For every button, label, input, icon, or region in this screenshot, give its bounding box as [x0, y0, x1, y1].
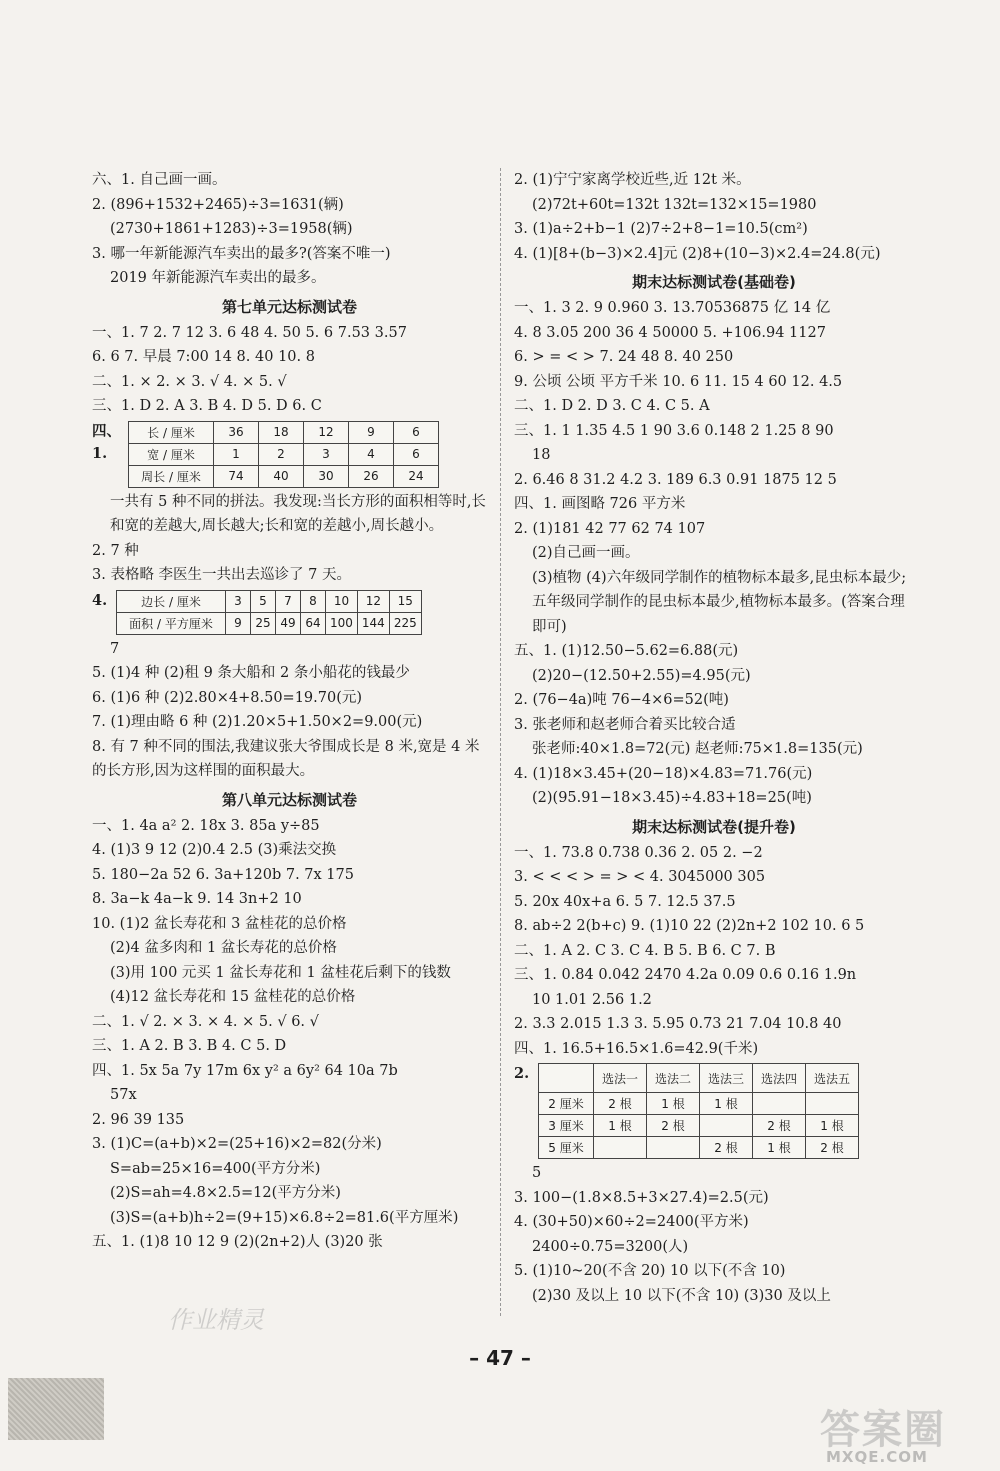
table-cell: 49 — [276, 612, 301, 634]
left-column — [92, 168, 487, 1255]
table-cell: 12 — [357, 590, 389, 612]
answer-line: 5. 20x 40x+a 6. 5 7. 12.5 37.5 — [514, 893, 736, 910]
table-cell: 长 / 厘米 — [129, 421, 214, 443]
answer-line: 六、1. 自己画一画。 — [92, 172, 227, 188]
table-row — [129, 421, 439, 443]
table-cell: 周长 / 厘米 — [129, 465, 214, 487]
faint-watermark: 作业精灵 — [168, 1306, 264, 1334]
answer-line: 张老师:40×1.8=72(元) 赵老师:75×1.8=135(元) — [532, 741, 863, 757]
table-cell: 9 — [226, 612, 251, 634]
table-cell: 64 — [301, 612, 326, 634]
answer-line: 三、1. 1 1.35 4.5 1 90 3.6 0.148 2 1.25 8 90 — [514, 422, 834, 439]
answer-line: 3. 100−(1.8×8.5+3×27.4)=2.5(元) — [514, 1189, 769, 1206]
answer-line: 2. (1)宁宁家离学校近些,近 12t 米。 — [514, 172, 751, 188]
answer-line: 2019 年新能源汽车卖出的最多。 — [110, 270, 326, 286]
answer-line: (3)用 100 元买 1 盆长寿花和 1 盆桂花后剩下的钱数 — [110, 964, 451, 981]
answer-line: (2)20−(12.50+2.55)=4.95(元) — [532, 667, 751, 684]
answer-line: 2. (896+1532+2465)÷3=1631(辆) — [92, 196, 344, 213]
answer-line: 二、1. × 2. × 3. √ 4. × 5. √ — [92, 373, 287, 390]
unit7-heading: 第七单元达标测试卷 — [221, 297, 357, 316]
answer-line: 5. 180−2a 52 6. 3a+120b 7. 7x 175 — [92, 866, 354, 883]
table-cell: 3 — [226, 590, 251, 612]
table-cell: 4 — [349, 443, 394, 465]
answer-line: 四、1. 画图略 726 平方米 — [514, 496, 686, 512]
stick-table-block — [514, 1063, 914, 1159]
answer-line: 4. (1)18×3.45+(20−18)×4.83=71.76(元) — [514, 765, 813, 782]
answer-line: 2400÷0.75=3200(人) — [532, 1238, 689, 1255]
answer-paragraph: (3)植物 (4)六年级同学制作的植物标本最多,昆虫标本最少;五年级同学制作的昆虫标本最少,植物标本最多。(答案合理即可) — [532, 569, 907, 635]
table-cell: 5 厘米 — [539, 1137, 594, 1159]
answer-line: (2730+1861+1283)÷3=1958(辆) — [110, 221, 353, 237]
answer-line: 18 — [532, 447, 551, 463]
answer-line: 3. (1)C=(a+b)×2=(25+16)×2=82(分米) — [92, 1136, 382, 1152]
table-cell — [806, 1093, 859, 1115]
table-cell: 24 — [394, 465, 439, 487]
table-label: 2. — [514, 1065, 530, 1082]
answer-line: 5. (1)4 种 (2)租 9 条大船和 2 条小船花的钱最少 — [92, 665, 410, 681]
table-row — [117, 612, 422, 634]
table-cell: 15 — [389, 590, 421, 612]
table-cell: 2 根 — [594, 1093, 647, 1115]
answer-line: 8. 3a−k 4a−k 9. 14 3n+2 10 — [92, 891, 302, 907]
answer-line: 二、1. √ 2. × 3. × 4. × 5. √ 6. √ — [92, 1013, 319, 1030]
answer-line: (2)S=ah=4.8×2.5=12(平方分米) — [110, 1185, 341, 1201]
answer-line: (2)(95.91−18×3.45)÷4.83+18=25(吨) — [532, 790, 812, 806]
table-cell: 2 — [259, 443, 304, 465]
final-basic-heading: 期末达标测试卷(基础卷) — [632, 273, 796, 291]
answer-line: 四、1. 16.5+16.5×1.6=42.9(千米) — [514, 1040, 759, 1057]
table-cell: 100 — [326, 612, 358, 634]
table-cell: 18 — [259, 421, 304, 443]
answer-line: 五、1. (1)12.50−5.62=6.88(元) — [514, 643, 739, 659]
answer-line: 5 — [532, 1165, 542, 1181]
answer-line: (2)72t+60t=132t 132t=132×15=1980 — [532, 196, 817, 213]
table-label: 四、1. — [92, 422, 121, 462]
table-cell: 2 厘米 — [539, 1093, 594, 1115]
answer-line: 一、1. 7 2. 7 12 3. 6 48 4. 50 5. 6 7.53 3.57 — [92, 324, 407, 341]
table-cell — [539, 1064, 594, 1093]
answer-line: (2)30 及以上 10 以下(不含 10) (3)30 及以上 — [532, 1287, 831, 1304]
table-cell: 1 根 — [647, 1093, 700, 1115]
page-number: – 47 – — [469, 1346, 531, 1370]
table-row — [539, 1093, 859, 1115]
column-divider — [500, 168, 501, 1316]
answer-line: 6. 6 7. 早晨 7:00 14 8. 40 10. 8 — [92, 349, 315, 365]
scan-stamp-texture — [8, 1378, 104, 1440]
answer-line: 三、1. 0.84 0.042 2470 4.2a 0.09 0.6 0.16 1.9n — [514, 967, 857, 983]
table-row — [539, 1115, 859, 1137]
table-cell: 选法一 — [594, 1064, 647, 1093]
answer-line: 3. (1)a÷2+b−1 (2)7÷2+8−1=10.5(cm²) — [514, 221, 808, 237]
answer-line: 7. (1)理由略 6 种 (2)1.20×5+1.50×2=9.00(元) — [92, 714, 423, 730]
table-cell: 6 — [394, 421, 439, 443]
table-cell: 1 根 — [594, 1115, 647, 1137]
answer-line: 2. (1)181 42 77 62 74 107 — [514, 520, 706, 537]
table-cell: 36 — [214, 421, 259, 443]
table-cell: 6 — [394, 443, 439, 465]
answer-line: 3. 张老师和赵老师合着买比较合适 — [514, 716, 736, 733]
answer-line: 二、1. A 2. C 3. C 4. B 5. B 6. C 7. B — [514, 942, 776, 959]
answer-line: 4. (30+50)×60÷2=2400(平方米) — [514, 1214, 749, 1230]
table-cell: 9 — [349, 421, 394, 443]
table-row — [539, 1064, 859, 1093]
answer-line: S=ab=25×16=400(平方分米) — [110, 1160, 321, 1177]
table-cell: 2 根 — [647, 1115, 700, 1137]
table-cell: 面积 / 平方厘米 — [117, 612, 226, 634]
answer-line: 10. (1)2 盆长寿花和 3 盆桂花的总价格 — [92, 915, 347, 932]
table-row — [129, 443, 439, 465]
answer-line: 一、1. 73.8 0.738 0.36 2. 05 2. −2 — [514, 844, 763, 861]
answer-line: 6. (1)6 种 (2)2.80×4+8.50=19.70(元) — [92, 689, 363, 706]
table-cell: 5 — [251, 590, 276, 612]
answer-line: 3. < < < > = > < 4. 3045000 305 — [514, 869, 766, 885]
unit7-table1-block — [92, 421, 487, 488]
answer-line: 4. (1)3 9 12 (2)0.4 2.5 (3)乘法交换 — [92, 842, 337, 858]
answer-line: 4. (1)[8+(b−3)×2.4]元 (2)8+(10−3)×2.4=24.8(元) — [514, 245, 881, 262]
answer-line: 10 1.01 2.56 1.2 — [532, 991, 652, 1008]
table-cell: 2 根 — [806, 1137, 859, 1159]
table-cell: 1 根 — [806, 1115, 859, 1137]
answer-line: 3. 表格略 李医生一共出去巡诊了 7 天。 — [92, 567, 351, 583]
square-table — [116, 590, 422, 635]
stick-choice-table — [538, 1063, 859, 1159]
answer-line: (2)4 盆多肉和 1 盆长寿花的总价格 — [110, 940, 337, 956]
answer-line: 4. 8 3.05 200 36 4 50000 5. +106.94 1127 — [514, 324, 826, 341]
table-label: 4. — [92, 591, 108, 609]
table-cell: 1 — [214, 443, 259, 465]
table-row — [539, 1137, 859, 1159]
table-row — [117, 590, 422, 612]
answer-line: 三、1. A 2. B 3. B 4. C 5. D — [92, 1038, 287, 1054]
answer-line: 57x — [110, 1087, 137, 1103]
answer-line: (2)自己画一画。 — [532, 545, 640, 561]
final-advanced-heading: 期末达标测试卷(提升卷) — [632, 817, 796, 836]
table-cell: 3 — [304, 443, 349, 465]
table-cell: 1 根 — [753, 1137, 806, 1159]
table-cell: 225 — [389, 612, 421, 634]
table-cell: 10 — [326, 590, 358, 612]
watermark-logo: 答案圈 — [820, 1407, 946, 1453]
table-cell — [700, 1115, 753, 1137]
answer-line: 7 — [110, 640, 120, 657]
watermark-url: MXQE.COM — [826, 1448, 928, 1466]
table-cell: 40 — [259, 465, 304, 487]
answer-line: 8. ab÷2 2(b+c) 9. (1)10 22 (2)2n+2 102 10. 6 5 — [514, 918, 865, 934]
table-cell — [753, 1093, 806, 1115]
table-cell: 选法二 — [647, 1064, 700, 1093]
table-cell: 2 根 — [753, 1115, 806, 1137]
answer-line: 2. 6.46 8 31.2 4.2 3. 189 6.3 0.91 1875 12 5 — [514, 471, 837, 488]
table-cell: 选法五 — [806, 1064, 859, 1093]
table-cell — [594, 1137, 647, 1159]
answer-line: 6. > = < > 7. 24 48 8. 40 250 — [514, 349, 734, 365]
table-cell: 选法四 — [753, 1064, 806, 1093]
table-cell: 宽 / 厘米 — [129, 443, 214, 465]
table-cell: 2 根 — [700, 1137, 753, 1159]
rectangle-table — [128, 421, 439, 488]
table-cell: 30 — [304, 465, 349, 487]
answer-line: 五、1. (1)8 10 12 9 (2)(2n+2)人 (3)20 张 — [92, 1234, 383, 1250]
answer-line: 5. (1)10~20(不含 20) 10 以下(不含 10) — [514, 1263, 786, 1279]
answer-line: 2. 96 39 135 — [92, 1111, 185, 1128]
answer-line: (4)12 盆长寿花和 15 盆桂花的总价格 — [110, 989, 356, 1005]
table-cell: 3 厘米 — [539, 1115, 594, 1137]
table-cell: 26 — [349, 465, 394, 487]
answer-line: 二、1. D 2. D 3. C 4. C 5. A — [514, 398, 710, 414]
answer-line: 3. 哪一年新能源汽车卖出的最多?(答案不唯一) — [92, 245, 391, 262]
right-column — [514, 168, 914, 1308]
answer-paragraph: 一共有 5 种不同的拼法。我发现:当长方形的面积相等时,长和宽的差越大,周长越大;长和宽的差越小,周长越小。 — [110, 493, 486, 534]
table-cell: 边长 / 厘米 — [117, 590, 226, 612]
answer-line: 2. (76−4a)吨 76−4×6=52(吨) — [514, 692, 729, 708]
table-cell: 选法三 — [700, 1064, 753, 1093]
answer-line: (3)S=(a+b)h÷2=(9+15)×6.8÷2=81.6(平方厘米) — [110, 1209, 459, 1226]
table-cell: 8 — [301, 590, 326, 612]
table-cell: 74 — [214, 465, 259, 487]
answer-line: 三、1. D 2. A 3. B 4. D 5. D 6. C — [92, 398, 322, 414]
answer-line: 一、1. 4a a² 2. 18x 3. 85a y÷85 — [92, 817, 320, 834]
answer-line: 9. 公顷 公顷 平方千米 10. 6 11. 15 4 60 12. 4.5 — [514, 373, 843, 390]
table-row — [129, 465, 439, 487]
table-cell: 1 根 — [700, 1093, 753, 1115]
unit7-table2-block — [92, 590, 487, 635]
answer-line: 2. 3.3 2.015 1.3 3. 5.95 0.73 21 7.04 10.8 40 — [514, 1016, 842, 1032]
table-cell: 12 — [304, 421, 349, 443]
answer-line: 四、1. 5x 5a 7y 17m 6x y² a 6y² 64 10a 7b — [92, 1062, 398, 1079]
table-cell — [647, 1137, 700, 1159]
answer-paragraph: 8. 有 7 种不同的围法,我建议张大爷围成长是 8 米,宽是 4 米的长方形,因为这样围的面积最大。 — [92, 738, 480, 779]
unit8-heading: 第八单元达标测试卷 — [221, 790, 357, 809]
answer-line: 2. 7 种 — [92, 542, 139, 559]
answer-line: 一、1. 3 2. 9 0.960 3. 13.70536875 亿 14 亿 — [514, 300, 831, 316]
table-cell: 144 — [357, 612, 389, 634]
table-cell: 7 — [276, 590, 301, 612]
table-cell: 25 — [251, 612, 276, 634]
